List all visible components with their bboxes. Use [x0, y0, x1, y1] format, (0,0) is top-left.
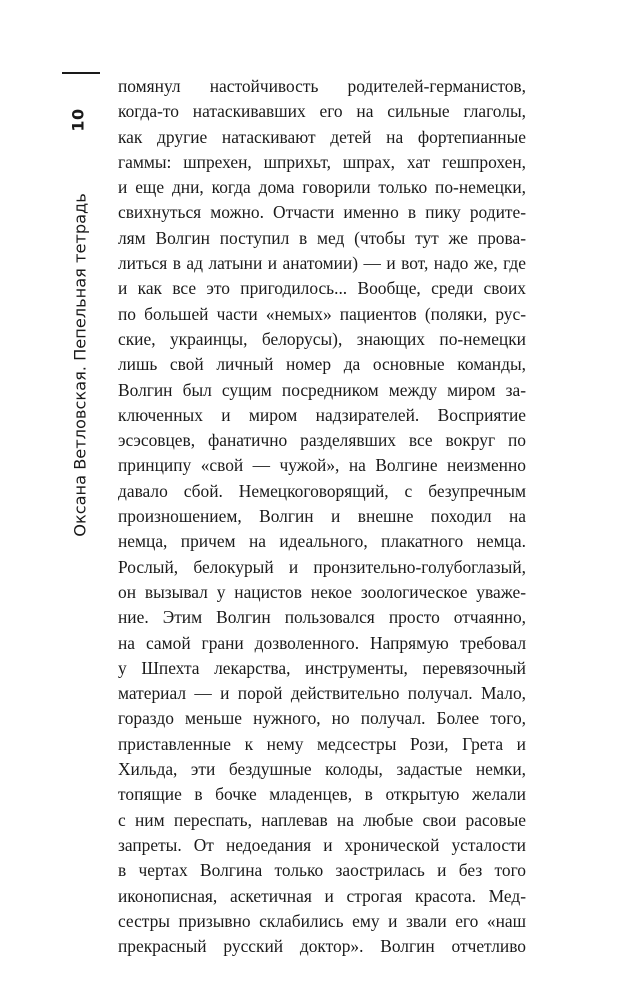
text-line: свихнуться можно. Отчасти именно в пику родите-	[118, 202, 526, 223]
text-line: помянул настойчивость родителей-германистов,	[118, 76, 526, 96]
text-line: когда-то натаскивавших его на сильные глаголы,	[118, 101, 526, 122]
text-line: произношением, Волгин и внешне походил на	[118, 506, 526, 527]
text-line: ские, украинцы, белорусы), знающих по-немецки	[118, 328, 526, 349]
text-line: гораздо меньше нужного, но получал. Более того,	[118, 708, 526, 729]
text-line: у Шпехта лекарства, инструменты, перевязочный	[118, 657, 526, 678]
text-line: с ним переспать, наплевав на любые свои расовые	[118, 809, 526, 830]
running-head: Оксана Ветловская. Пепельная тетрадь	[70, 193, 90, 537]
page-number: 10	[68, 108, 88, 132]
text-line: и еще дни, когда дома говорили только по-немецки,	[118, 177, 526, 198]
text-line: Хильда, эти бездушные колоды, задастые немки,	[118, 759, 526, 780]
text-line: лишь свой личный номер да основные команды,	[118, 354, 526, 375]
text-line: топящие в бочке младенцев, в открытую желали	[118, 784, 526, 805]
text-line: на самой грани дозволенного. Напрямую требовал	[118, 632, 526, 653]
text-line: литься в ад латыни и анатомии) — и вот, надо же, где	[118, 253, 526, 274]
text-line: ключенных и миром надзирателей. Восприятие	[118, 404, 526, 425]
text-line: материал — и порой действительно получал. Мало,	[118, 683, 526, 704]
text-line: как другие натаскивают детей на фортепианные	[118, 126, 526, 147]
text-line: он вызывал у нацистов некое зоологическое уваже-	[118, 581, 526, 602]
text-line: лям Волгин поступил в мед (чтобы тут же прова-	[118, 227, 526, 248]
text-line: сестры призывно склабились ему и звали его «наш	[118, 910, 526, 931]
text-line: немца, причем на идеального, плакатного немца.	[118, 531, 526, 552]
text-line: эсэсовцев, фанатично разделявших все вокруг по	[118, 430, 526, 451]
text-line: гаммы: шпрехен, шприхьт, шпрах, хат гешпрохен,	[118, 151, 526, 172]
header-rule	[62, 72, 100, 74]
text-line: и как все это пригодилось... Вообще, среди своих	[118, 278, 526, 299]
text-line: запреты. От недоедания и хронической усталости	[118, 834, 526, 855]
text-line: прекрасный русский доктор». Волгин отчетливо	[118, 936, 526, 957]
text-line: ние. Этим Волгин пользовался просто отчаянно,	[118, 607, 526, 628]
body-text	[118, 74, 526, 959]
text-line: приставленные к нему медсестры Рози, Грета и	[118, 733, 526, 754]
text-line: иконописная, аскетичная и строгая красота. Мед-	[118, 885, 526, 906]
text-line: в чертах Волгина только заострилась и без того	[118, 860, 526, 881]
text-line: давало сбой. Немецкоговорящий, с безупречным	[118, 480, 526, 501]
text-line: Рослый, белокурый и пронзительно-голубоглазый,	[118, 556, 526, 577]
text-line: принципу «свой — чужой», на Волгине неизменно	[118, 455, 526, 476]
text-line: Волгин был сущим посредником между миром за-	[118, 379, 526, 400]
text-line: по большей части «немых» пациентов (поляки, рус-	[118, 303, 526, 324]
